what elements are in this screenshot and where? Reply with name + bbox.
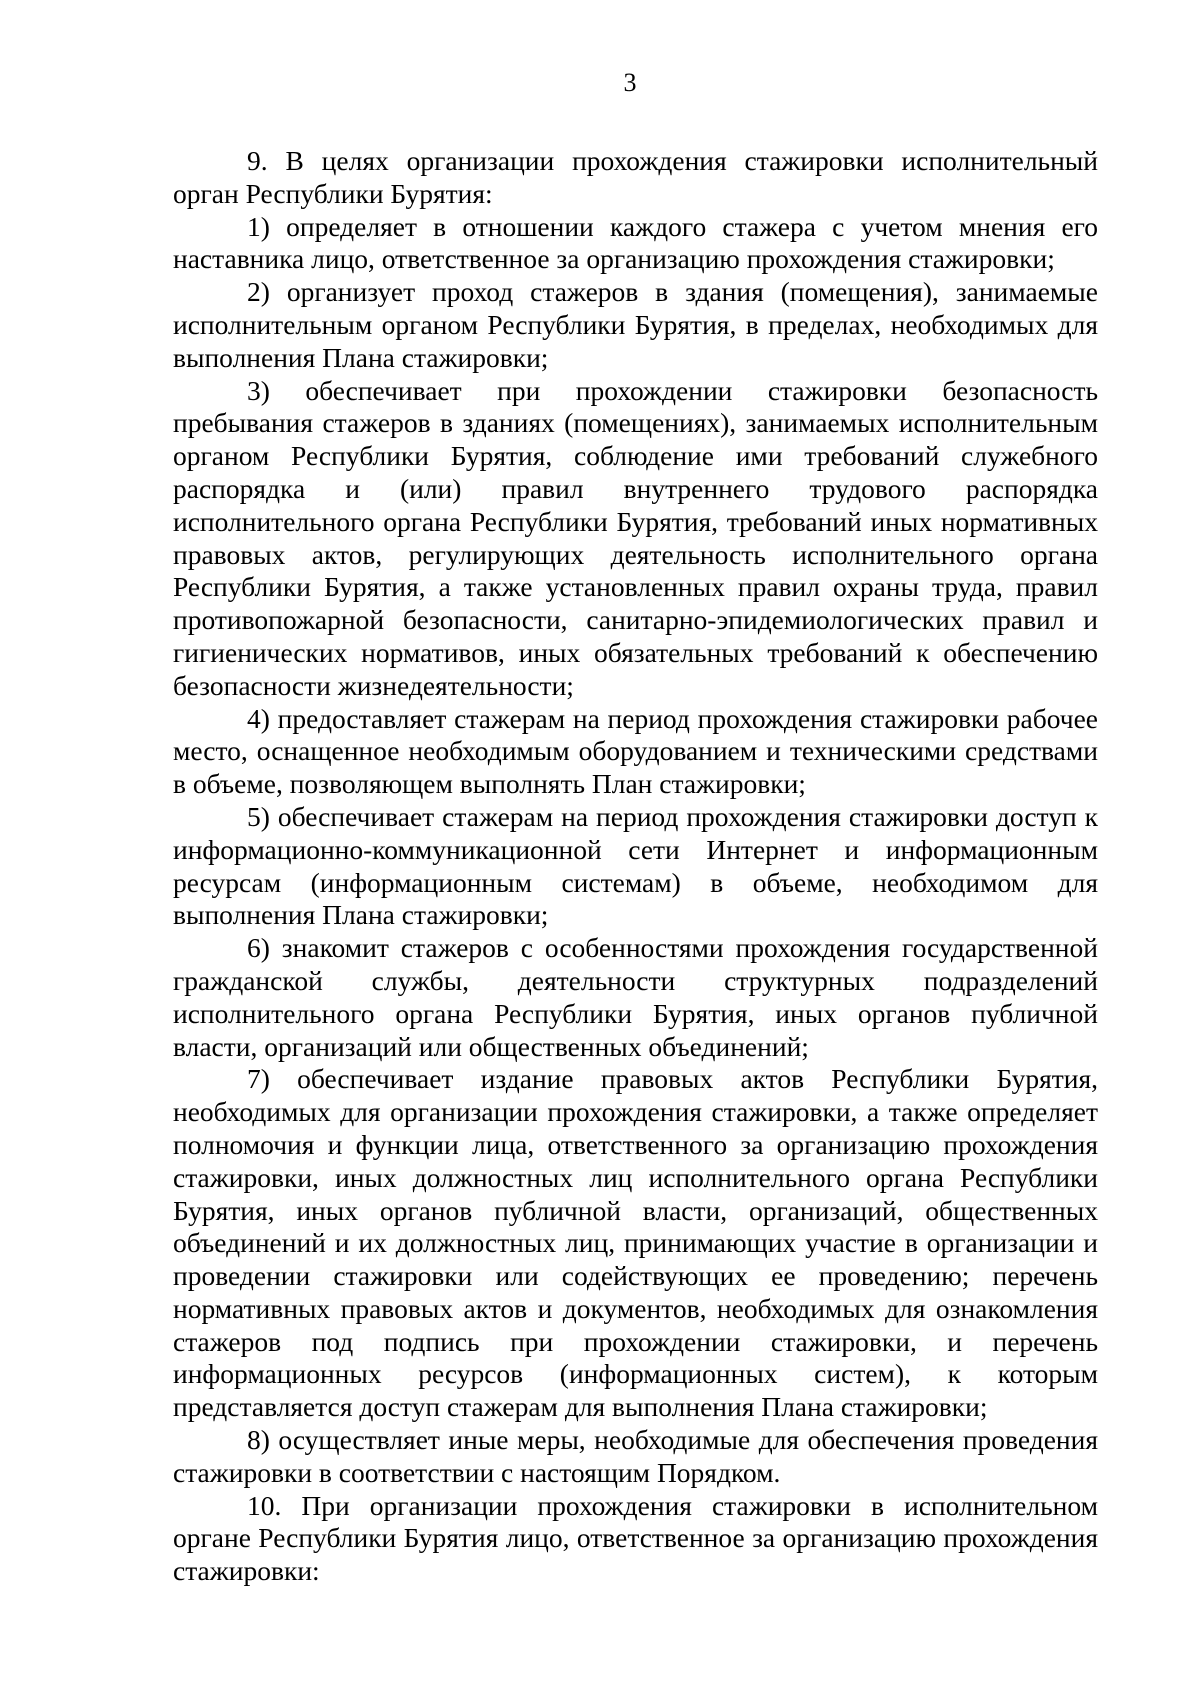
- paragraph-9-item-2: 2) организует проход стажеров в здания (помещения), занимаемые исполнительным органом Республики Бурятия, в пределах, необходимых для выполнения Плана стажировки;: [173, 276, 1098, 373]
- paragraph-9-item-1: 1) определяет в отношении каждого стажера с учетом мнения его наставника лицо, ответственное за организацию прохождения стажировки;: [173, 210, 1098, 275]
- paragraph-10: 10. При организации прохождения стажировки в исполнительном органе Республики Бурятия лицо, ответственное за организацию прохождения стажировки:: [173, 1489, 1098, 1587]
- paragraph-9-item-3: 3) обеспечивает при прохождении стажировки безопасность пребывания стажеров в зданиях (помещениях), занимаемых исполнительным органом Республики Бурятия, соблюдение ими требований служебного распорядка и (или) правил внутреннего трудового распорядка исполнительного органа Республики Бурятия, требований иных нормативных правовых актов, регулирующих деятельность исполнительного органа Республики Бурятия, а также установленных правил охраны труда, правил противопожарной безопасности, санитарно-эпидемиологических правил и гигиенических нормативов, иных обязательных требований к обеспечению безопасности жизнедеятельности;: [173, 374, 1098, 701]
- page-number: 3: [623, 68, 637, 97]
- paragraph-9-item-6: 6) знакомит стажеров с особенностями прохождения государственной гражданской службы, деятельности структурных подразделений исполнительного органа Республики Бурятия, иных органов публичной власти, организаций или общественных объединений;: [173, 932, 1098, 1062]
- document-body: [173, 145, 1098, 1588]
- paragraph-9-item-7: 7) обеспечивает издание правовых актов Республики Бурятия, необходимых для организации прохождения стажировки, а также определяет полномочия и функции лица, ответственного за организацию прохождения стажировки, иных должностных лиц исполнительного органа Республики Бурятия, иных органов публичной власти, организаций, общественных объединений и их должностных лиц, принимающих участие в организации и проведении стажировки или содействующих ее проведению; перечень нормативных правовых актов и документов, необходимых для ознакомления стажеров под подпись при прохождении стажировки, и перечень информационных ресурсов (информационных систем), к которым представляется доступ стажерам для выполнения Плана стажировки;: [173, 1063, 1098, 1423]
- paragraph-9-item-5: 5) обеспечивает стажерам на период прохождения стажировки доступ к информационно-коммуникационной сети Интернет и информационным ресурсам (информационным системам) в объеме, необходимом для выполнения Плана стажировки;: [173, 800, 1098, 931]
- paragraph-9-item-4: 4) предоставляет стажерам на период прохождения стажировки рабочее место, оснащенное необходимым оборудованием и техническими средствами в объеме, позволяющем выполнять План стажировки;: [173, 702, 1098, 800]
- paragraph-9-item-8: 8) осуществляет иные меры, необходимые для обеспечения проведения стажировки в соответствии с настоящим Порядком.: [173, 1424, 1098, 1488]
- paragraph-9: 9. В целях организации прохождения стажировки исполнительный орган Республики Бурятия:: [173, 145, 1098, 209]
